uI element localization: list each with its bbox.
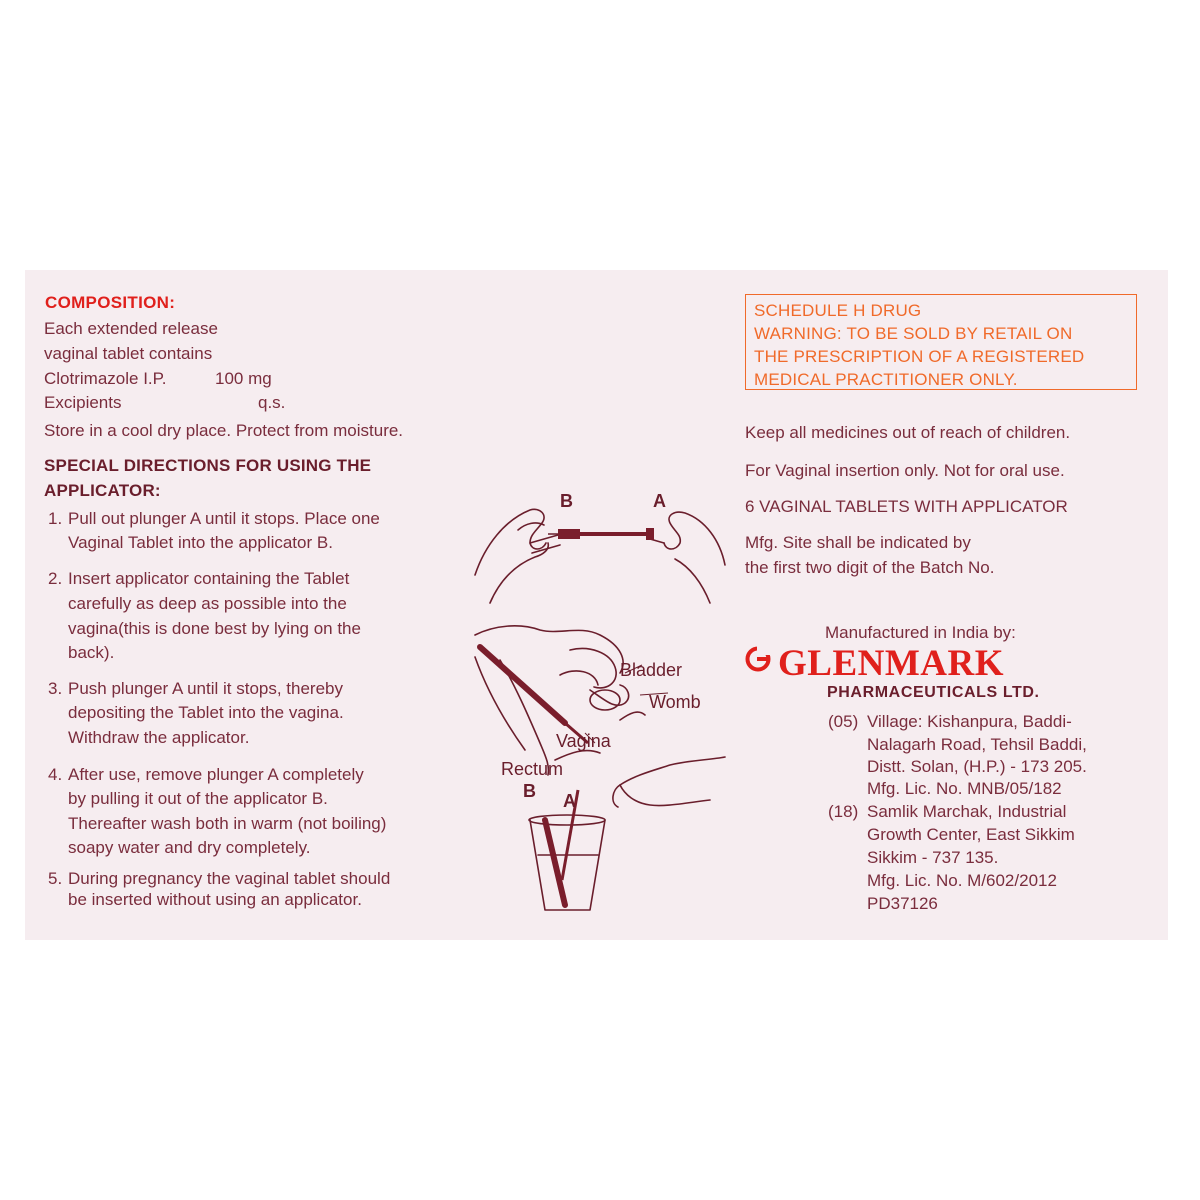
schedule-h-warning-box [745,294,1137,390]
children-warning: Keep all medicines out of reach of children. [745,423,1071,442]
company-name: PHARMACEUTICALS LTD. [827,684,1040,701]
step-line: Withdraw the applicator. [68,728,250,747]
step-number: 4. [48,765,63,784]
usage-note: For Vaginal insertion only. Not for oral use. [745,461,1065,480]
label-b-bottom: B [523,781,536,801]
label-womb: Womb [649,692,701,712]
warning-line: MEDICAL PRACTITIONER ONLY. [754,370,1018,389]
licence-number: Mfg. Lic. No. MNB/05/182 [867,779,1062,798]
step-line: Insert applicator containing the Tablet [68,569,350,588]
address-line: Village: Kishanpura, Baddi- [867,712,1072,731]
address-line: Growth Center, East Sikkim [867,825,1075,844]
label-bladder: Bladder [620,660,683,680]
composition-line: Each extended release [44,319,218,338]
step-line: back). [68,643,115,662]
address-line: Nalagarh Road, Tehsil Baddi, [867,735,1087,754]
step-number: 5. [48,869,63,888]
step-line: soapy water and dry completely. [68,838,311,857]
brand-name: GLENMARK [778,643,1004,684]
address-line: Sikkim - 737 135. [867,848,999,867]
address-line: Samlik Marchak, Industrial [867,802,1067,821]
directions-heading: APPLICATOR: [44,481,161,500]
label-rectum: Rectum [501,759,564,779]
warning-line: WARNING: TO BE SOLD BY RETAIL ON [754,324,1073,343]
ingredient-name: Clotrimazole I.P. [44,369,167,388]
carton-panel [25,270,1168,940]
directions-heading: SPECIAL DIRECTIONS FOR USING THE [44,456,372,475]
composition-line: vaginal tablet contains [44,344,213,363]
label-b-top: B [560,491,573,511]
step-line: Pull out plunger A until it stops. Place one [68,509,380,528]
storage-text: Store in a cool dry place. Protect from moisture. [44,421,404,440]
site-code: (18) [828,802,859,821]
step-number: 3. [48,679,63,698]
step-line: depositing the Tablet into the vagina. [68,703,344,722]
glenmark-g-icon [745,646,771,672]
label-a-top: A [653,491,666,511]
applicator-b-top [558,529,580,539]
step-line: Push plunger A until it stops, thereby [68,679,344,698]
step-line: During pregnancy the vaginal tablet should [68,869,391,888]
mfg-site-note: Mfg. Site shall be indicated by [745,533,971,552]
mfg-site-note: the first two digit of the Batch No. [745,558,995,577]
ingredient-qty: q.s. [258,393,286,412]
label-vagina: Vagina [556,731,611,751]
composition-heading: COMPOSITION: [45,293,176,312]
site-code: (05) [828,712,859,731]
warning-line: SCHEDULE H DRUG [754,301,922,320]
ingredient-qty: 100 mg [215,369,272,388]
manufactured-in: Manufactured in India by: [825,623,1016,642]
step-line: After use, remove plunger A completely [68,765,364,784]
step-line: Thereafter wash both in warm (not boiling) [68,814,387,833]
label-a-bottom: A [563,791,576,811]
warning-line: THE PRESCRIPTION OF A REGISTERED [754,347,1085,366]
step-line: by pulling it out of the applicator B. [68,789,328,808]
step-line: Vaginal Tablet into the applicator B. [68,533,333,552]
address-line: Distt. Solan, (H.P.) - 173 205. [867,757,1087,776]
step-number: 2. [48,569,63,588]
step-number: 1. [48,509,63,528]
pack-contents: 6 VAGINAL TABLETS WITH APPLICATOR [745,497,1068,516]
licence-number: Mfg. Lic. No. M/602/2012 [867,871,1057,890]
step-line: vagina(this is done best by lying on the [68,619,361,638]
step-line: be inserted without using an applicator. [68,890,362,909]
product-code: PD37126 [867,894,938,913]
step-line: carefully as deep as possible into the [68,594,347,613]
ingredient-name: Excipients [44,393,122,412]
